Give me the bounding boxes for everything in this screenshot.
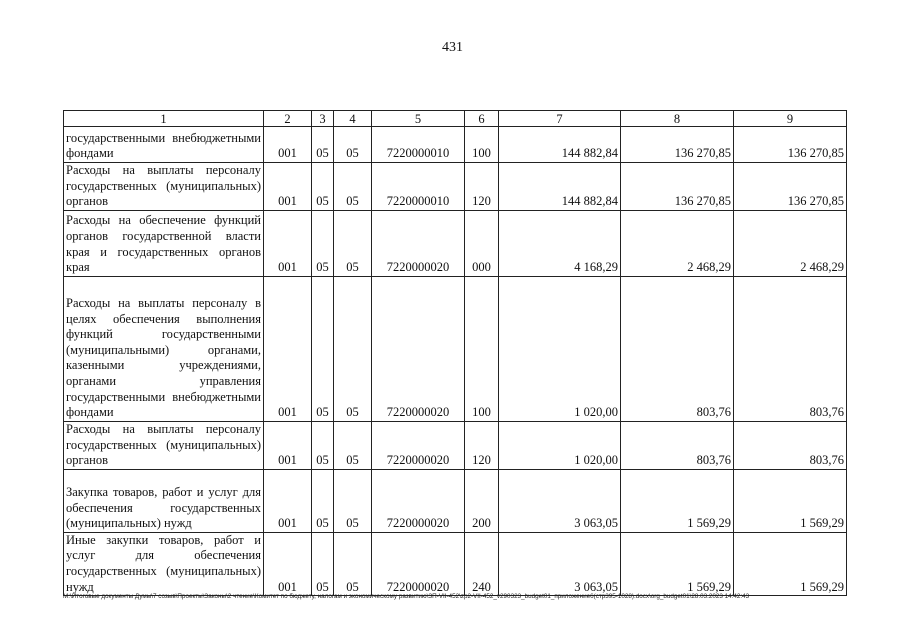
target-article-cell: 7220000020	[372, 469, 465, 532]
admin-code-cell: 001	[264, 276, 312, 421]
subsection-cell: 05	[334, 163, 372, 211]
table-row	[64, 469, 847, 532]
table-row	[64, 276, 847, 421]
subsection-cell: 05	[334, 532, 372, 595]
column-header-2: 2	[264, 111, 312, 127]
column-header-9: 9	[734, 111, 847, 127]
amount-cell-col7: 144 882,84	[499, 127, 621, 163]
row-name-cell: Расходы на выплаты персоналу в целях обеспечения выполнения функций государственными (муниципальными) органами, казенными учреждениями, органами управления государственными внебюджетными фондами	[64, 276, 264, 421]
subsection-cell: 05	[334, 210, 372, 276]
target-article-cell: 7220000010	[372, 163, 465, 211]
target-article-cell: 7220000020	[372, 276, 465, 421]
admin-code-cell: 001	[264, 421, 312, 469]
target-article-cell: 7220000020	[372, 210, 465, 276]
amount-cell-col8: 1 569,29	[621, 469, 734, 532]
amount-cell-col7: 3 063,05	[499, 469, 621, 532]
expense-type-cell: 000	[465, 210, 499, 276]
row-name-cell: Иные закупки товаров, работ и услуг для обеспечения государственных (муниципальных) нужд	[64, 532, 264, 595]
table-row	[64, 532, 847, 595]
row-name-cell: Расходы на выплаты персоналу государственных (муниципальных) органов	[64, 421, 264, 469]
amount-cell-col7: 1 020,00	[499, 276, 621, 421]
admin-code-cell: 001	[264, 469, 312, 532]
amount-cell-col7: 4 168,29	[499, 210, 621, 276]
subsection-cell: 05	[334, 421, 372, 469]
expense-type-cell: 120	[465, 421, 499, 469]
column-header-1: 1	[64, 111, 264, 127]
section-cell: 05	[312, 127, 334, 163]
amount-cell-col9: 136 270,85	[734, 127, 847, 163]
header-row	[64, 111, 847, 127]
target-article-cell: 7220000020	[372, 421, 465, 469]
section-cell: 05	[312, 421, 334, 469]
expense-type-cell: 120	[465, 163, 499, 211]
amount-cell-col8: 136 270,85	[621, 127, 734, 163]
target-article-cell: 7220000010	[372, 127, 465, 163]
row-name-cell: государственными внебюджетными фондами	[64, 127, 264, 163]
amount-cell-col7: 144 882,84	[499, 163, 621, 211]
section-cell: 05	[312, 532, 334, 595]
column-header-7: 7	[499, 111, 621, 127]
section-cell: 05	[312, 210, 334, 276]
table-row	[64, 210, 847, 276]
amount-cell-col9: 803,76	[734, 276, 847, 421]
column-header-6: 6	[465, 111, 499, 127]
column-header-5: 5	[372, 111, 465, 127]
amount-cell-col7: 3 063,05	[499, 532, 621, 595]
footer-file-path: M:\Итоговые документы Думы\7 созыв\Проекты\Законы\2 чтение\Комитет по бюджету, налогам и экономическому развитию\ЗП-VII-452\zp2-VII-452_v290323_budget01_приложение6(стр395-1028).docx\org_budget01\28.03.2023 14:42:43	[63, 593, 750, 600]
row-name-cell: Закупка товаров, работ и услуг для обеспечения государственных (муниципальных) нужд	[64, 469, 264, 532]
amount-cell-col9: 1 569,29	[734, 469, 847, 532]
section-cell: 05	[312, 276, 334, 421]
budget-table	[63, 110, 847, 596]
admin-code-cell: 001	[264, 532, 312, 595]
admin-code-cell: 001	[264, 127, 312, 163]
expense-type-cell: 100	[465, 276, 499, 421]
subsection-cell: 05	[334, 469, 372, 532]
column-header-8: 8	[621, 111, 734, 127]
amount-cell-col8: 2 468,29	[621, 210, 734, 276]
table-row	[64, 163, 847, 211]
target-article-cell: 7220000020	[372, 532, 465, 595]
amount-cell-col9: 1 569,29	[734, 532, 847, 595]
section-cell: 05	[312, 163, 334, 211]
amount-cell-col8: 803,76	[621, 421, 734, 469]
column-header-3: 3	[312, 111, 334, 127]
table-row	[64, 127, 847, 163]
admin-code-cell: 001	[264, 163, 312, 211]
amount-cell-col8: 136 270,85	[621, 163, 734, 211]
expense-type-cell: 200	[465, 469, 499, 532]
subsection-cell: 05	[334, 127, 372, 163]
row-name-cell: Расходы на обеспечение функций органов государственной власти края и государственных органов края	[64, 210, 264, 276]
amount-cell-col8: 803,76	[621, 276, 734, 421]
amount-cell-col9: 803,76	[734, 421, 847, 469]
amount-cell-col9: 136 270,85	[734, 163, 847, 211]
table-row	[64, 421, 847, 469]
admin-code-cell: 001	[264, 210, 312, 276]
section-cell: 05	[312, 469, 334, 532]
amount-cell-col9: 2 468,29	[734, 210, 847, 276]
expense-type-cell: 100	[465, 127, 499, 163]
page-number: 431	[442, 40, 463, 55]
row-name-cell: Расходы на выплаты персоналу государственных (муниципальных) органов	[64, 163, 264, 211]
amount-cell-col8: 1 569,29	[621, 532, 734, 595]
subsection-cell: 05	[334, 276, 372, 421]
column-header-4: 4	[334, 111, 372, 127]
expense-type-cell: 240	[465, 532, 499, 595]
amount-cell-col7: 1 020,00	[499, 421, 621, 469]
